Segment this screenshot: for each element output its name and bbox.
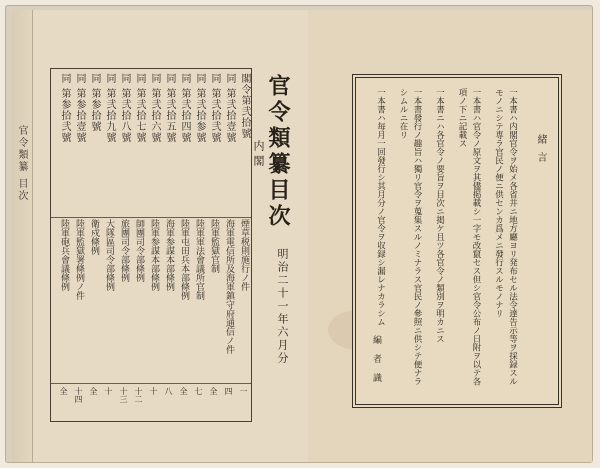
toc-entry-page: 七 bbox=[194, 387, 203, 395]
toc-entry-issue: 同 第参拾壹號 bbox=[74, 73, 85, 144]
toc-entry-page: 全 bbox=[89, 387, 98, 395]
right-page bbox=[308, 10, 592, 462]
toc-entry-issue: 同 第弐拾六號 bbox=[149, 73, 160, 144]
toc-entry-subject: 旅團司令部條例 bbox=[119, 219, 129, 282]
toc-entry bbox=[236, 69, 251, 421]
toc-entry bbox=[116, 69, 131, 421]
toc-entry-issue: 同 第弐拾五號 bbox=[164, 73, 175, 144]
toc-entry-subject: 煙草税則施行ノ件 bbox=[239, 219, 249, 291]
toc-entry-page: 十四 bbox=[74, 387, 83, 403]
toc-entry-page: 一 bbox=[239, 387, 248, 395]
margin-strip-text: 官令類纂 目次 bbox=[16, 125, 27, 203]
toc-entry-subject: 陸軍参謀本部條例 bbox=[149, 219, 159, 291]
preface-paragraph: 一本書發行ノ趣旨ハ獨リ官令ヲ蒐集スルノミナラス官民ノ參照ニ供シテ便ナラシムルニ在リ bbox=[398, 88, 422, 386]
toc-entry-page: 全 bbox=[209, 387, 218, 395]
toc-entry bbox=[176, 69, 191, 421]
toc-entry-issue: 同 第参拾弐號 bbox=[59, 73, 70, 144]
preface-signature: 編者識 bbox=[371, 335, 381, 392]
toc-entry-issue: 同 第弐拾壹號 bbox=[224, 73, 235, 144]
toc-entry bbox=[206, 69, 221, 421]
left-page bbox=[12, 10, 309, 462]
toc-entry-subject: 海軍参謀本部條例 bbox=[164, 219, 174, 291]
toc-entry bbox=[101, 69, 116, 421]
toc-entry bbox=[146, 69, 161, 421]
toc-entry-subject: 師團司令部條例 bbox=[134, 219, 144, 282]
toc-entry-page: 十二 bbox=[134, 387, 143, 403]
toc-entry-issue: 同 第弐拾四號 bbox=[179, 73, 190, 144]
toc-entry-issue: 閣令第弐拾號 bbox=[239, 73, 250, 139]
toc-entry-issue: 同 第弐拾参號 bbox=[194, 73, 205, 144]
toc-entry-subject: 大隊區司令部條例 bbox=[104, 219, 114, 291]
toc-entry bbox=[71, 69, 86, 421]
toc-entry-page: 十三 bbox=[119, 387, 128, 403]
toc-entry-page: 十 bbox=[149, 387, 158, 395]
preface-paragraph: 一本書ハ内閣官令ヲ始メ各省井ニ地方廳ヨリ発布セル法令達告示等ヲ採録スルモノニシテ専ラ官民ノ便ニ供センカ爲メニ發行スルモノナリ bbox=[493, 88, 518, 386]
preface-paragraph: 一本書ハ官令ノ原文ヲ其儘掲載シ一字モ改竄セス但シ官令公布ノ日附ヲ以テ各項ノ下ニ記載ス bbox=[457, 88, 481, 386]
toc-entry bbox=[131, 69, 146, 421]
open-book bbox=[6, 6, 592, 462]
toc-entry-issue: 同 第弐拾九號 bbox=[104, 73, 115, 144]
toc-entry bbox=[56, 69, 71, 421]
toc-header bbox=[250, 68, 300, 420]
toc-entry-subject: 陸軍監獄署條例ノ件 bbox=[74, 219, 84, 300]
toc-entry-subject: 陸軍軍法會議所官制 bbox=[194, 219, 204, 300]
toc-entry-subject: 陸軍屯田兵本部條例 bbox=[179, 219, 189, 300]
toc-entry bbox=[191, 69, 206, 421]
table-of-contents bbox=[50, 68, 252, 422]
toc-entry-page: 全 bbox=[59, 387, 68, 395]
toc-entry-subject: 衛戍條例 bbox=[89, 219, 99, 255]
toc-entry-subject: 海軍電信所及海軍鎮守府通信ノ件 bbox=[224, 219, 234, 354]
toc-entry-page: 十 bbox=[104, 387, 113, 395]
toc-entry bbox=[161, 69, 176, 421]
toc-entry-subject: 陸軍監獄官制 bbox=[209, 219, 219, 273]
toc-entry-page: 四 bbox=[224, 387, 233, 395]
preface-paragraph: 一本書ニハ各官令ノ要旨ヲ目次ニ掲ケ且ツ各官令ノ類別ヲ明カニス bbox=[434, 88, 445, 343]
toc-entry-issue: 同 第弐拾八號 bbox=[119, 73, 130, 144]
toc-entry-issue: 同 第参拾號 bbox=[89, 73, 100, 133]
section-label: 内閣 bbox=[252, 140, 265, 170]
toc-entry-issue: 同 第弐拾弐號 bbox=[209, 73, 220, 144]
preface-paragraph: 一本書ハ毎月一回發行シ其月分ノ官令ヲ収録シ漏レナカラシム bbox=[375, 88, 386, 326]
issue-date: 明治二十一年六月分 bbox=[276, 248, 289, 365]
preface-frame bbox=[352, 74, 562, 408]
toc-entry-subject: 陸軍砲兵會議條例 bbox=[59, 219, 69, 291]
toc-entry-issue: 同 第弐拾七號 bbox=[134, 73, 145, 144]
toc-entry-page: 八 bbox=[164, 387, 173, 395]
preface-heading: 緒言 bbox=[535, 134, 546, 170]
toc-entry-page: 全 bbox=[179, 387, 188, 395]
toc-entry bbox=[86, 69, 101, 421]
page-title: 官令類纂目次 bbox=[265, 74, 291, 230]
toc-entry bbox=[221, 69, 236, 421]
margin-strip bbox=[12, 10, 33, 462]
